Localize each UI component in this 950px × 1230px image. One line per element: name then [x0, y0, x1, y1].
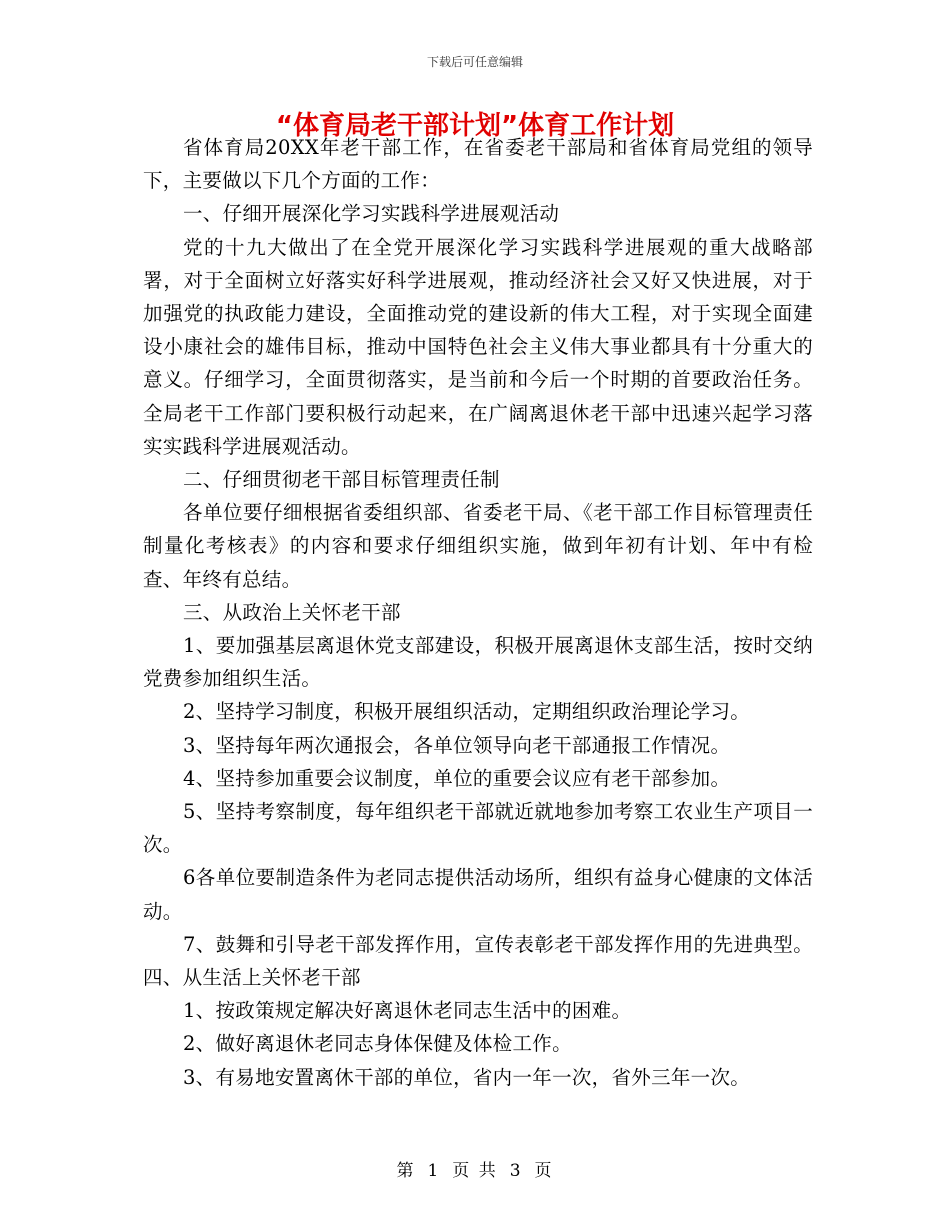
list-item: 1、要加强基层离退休党支部建设，积极开展离退休支部生活，按时交纳党费参加组织生活。	[143, 634, 813, 691]
footer-suffix: 页	[534, 1161, 554, 1181]
document-title: “体育局老干部计划”体育工作计划	[275, 111, 675, 141]
paragraph: 各单位要仔细根据省委组织部、省委老干局、《老干部工作目标管理责任制量化考核表》的内容和要求仔细组织实施，做到年初有计划、年中有检查、年终有总结。	[143, 501, 813, 591]
list-item: 3、有易地安置离休干部的单位，省内一年一次，省外三年一次。	[182, 1065, 751, 1089]
list-item: 1、按政策规定解决好离退休老同志生活中的困难。	[182, 999, 632, 1023]
list-item: 6各单位要制造条件为老同志提供活动场所，组织有益身心健康的文体活动。	[143, 866, 813, 923]
list-item: 7、鼓舞和引导老干部发挥作用，宣传表彰老干部发挥作用的先进典型。四、从生活上关怀老干部	[143, 932, 813, 990]
section-heading-2: 二、仔细贯彻老干部目标管理责任制	[182, 468, 500, 492]
list-item: 3、坚持每年两次通报会，各单位领导向老干部通报工作情况。	[182, 733, 731, 757]
footer-prefix: 第	[396, 1161, 416, 1181]
paragraph: 党的十九大做出了在全党开展深化学习实践科学进展观的重大战略部署，对于全面树立好落实好科学进展观，推动经济社会又好又快进展，对于加强党的执政能力建设，全面推动党的建设新的伟大工程，对于实现全面建设小康社会的雄伟目标，推动中国特色社会主义伟大事业都具有十分重大的意义。仔细学习，全面贯彻落实，是当前和今后一个时期的首要政治任务。全局老干工作部门要积极行动起来，在广阔离退休老干部中迅速兴起学习落实实践科学进展观活动。	[143, 235, 813, 458]
list-item: 2、做好离退休老同志身体保健及体检工作。	[182, 1032, 572, 1056]
list-item: 4、坚持参加重要会议制度，单位的重要会议应有老干部参加。	[182, 766, 731, 790]
section-heading-3: 三、从政治上关怀老干部	[182, 600, 401, 624]
footer-middle: 页 共	[452, 1161, 498, 1181]
header-note: 下载后可任意编辑	[426, 55, 523, 69]
list-item: 5、坚持考察制度，每年组织老干部就近就地参加考察工农业生产项目一次。	[143, 800, 813, 857]
paragraph-intro: 省体育局20XX年老干部工作，在省委老干部局和省体育局党组的领导下，主要做以下几个方面的工作：	[143, 136, 813, 193]
page-total: 3	[509, 1161, 523, 1181]
page-number: 1	[427, 1161, 441, 1181]
section-heading-1: 一、仔细开展深化学习实践科学进展观活动	[182, 202, 560, 226]
page-footer	[0, 1156, 950, 1181]
list-item: 2、坚持学习制度，积极开展组织活动，定期组织政治理论学习。	[182, 700, 751, 724]
document-body	[143, 131, 813, 1094]
